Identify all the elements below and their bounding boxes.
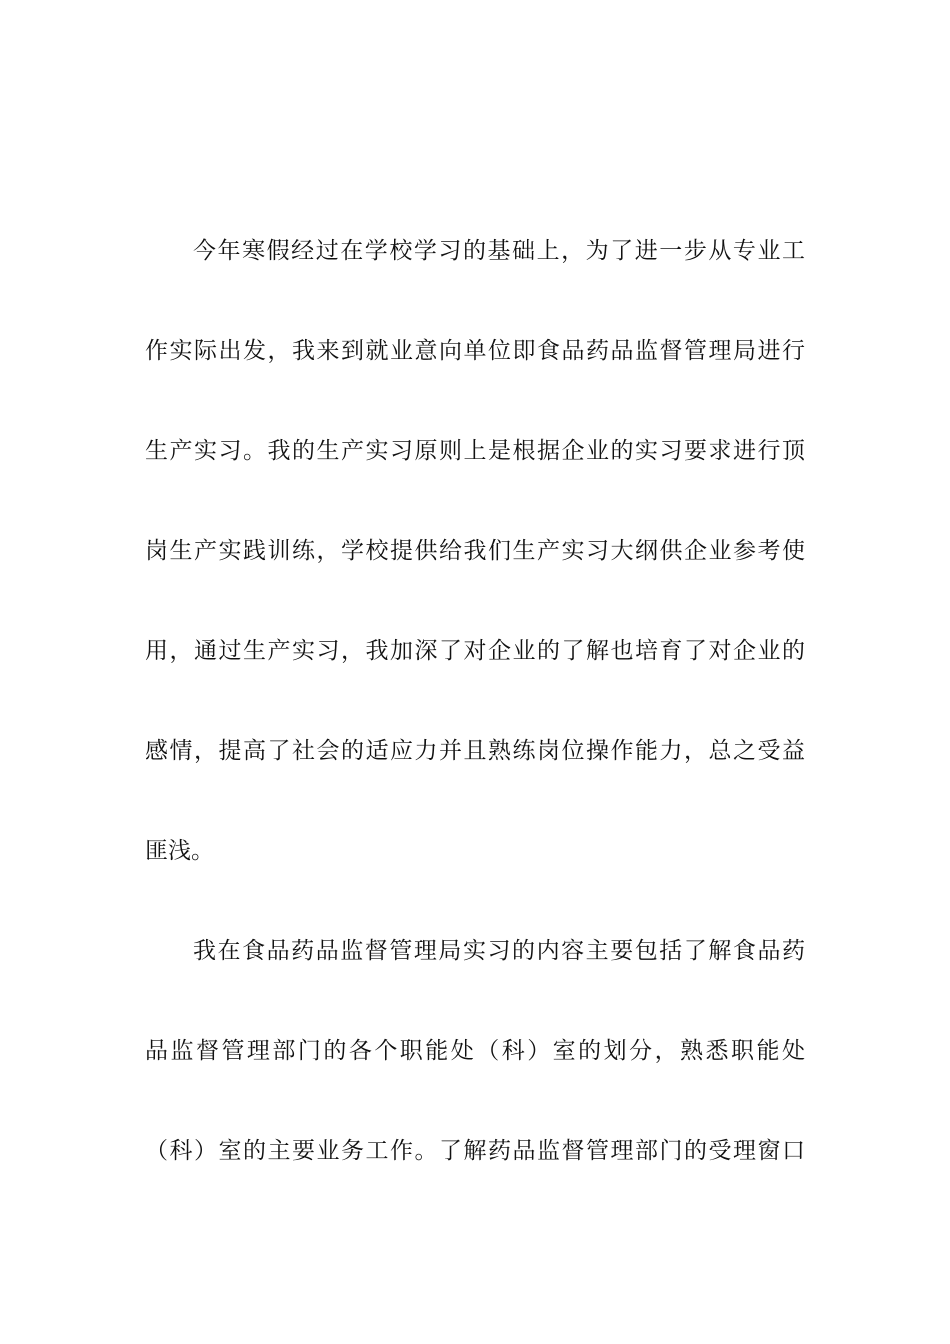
paragraph-2-line-1: 我在食品药品监督管理局实习的内容主要包括了解食品药 — [193, 938, 805, 964]
document-body — [145, 229, 805, 1229]
paragraph-1-line-5: 用，通过生产实习，我加深了对企业的了解也培育了对企业的 — [145, 638, 805, 664]
paragraph-1-line-4: 岗生产实践训练，学校提供给我们生产实习大纲供企业参考使 — [145, 538, 805, 564]
paragraph-2-line-3: （科）室的主要业务工作。了解药品监督管理部门的受理窗口 — [145, 1138, 805, 1164]
paragraph-2-line-2: 品监督管理部门的各个职能处（科）室的划分，熟悉职能处 — [145, 1038, 805, 1064]
paragraph-1-line-7: 匪浅。 — [145, 838, 214, 864]
paragraph-1-line-6: 感情，提高了社会的适应力并且熟练岗位操作能力，总之受益 — [145, 738, 805, 764]
paragraph-1-line-2: 作实际出发，我来到就业意向单位即食品药品监督管理局进行 — [145, 338, 805, 364]
paragraph-1-line-3: 生产实习。我的生产实习原则上是根据企业的实习要求进行顶 — [145, 438, 805, 464]
paragraph-1-line-1: 今年寒假经过在学校学习的基础上，为了进一步从专业工 — [193, 238, 805, 264]
